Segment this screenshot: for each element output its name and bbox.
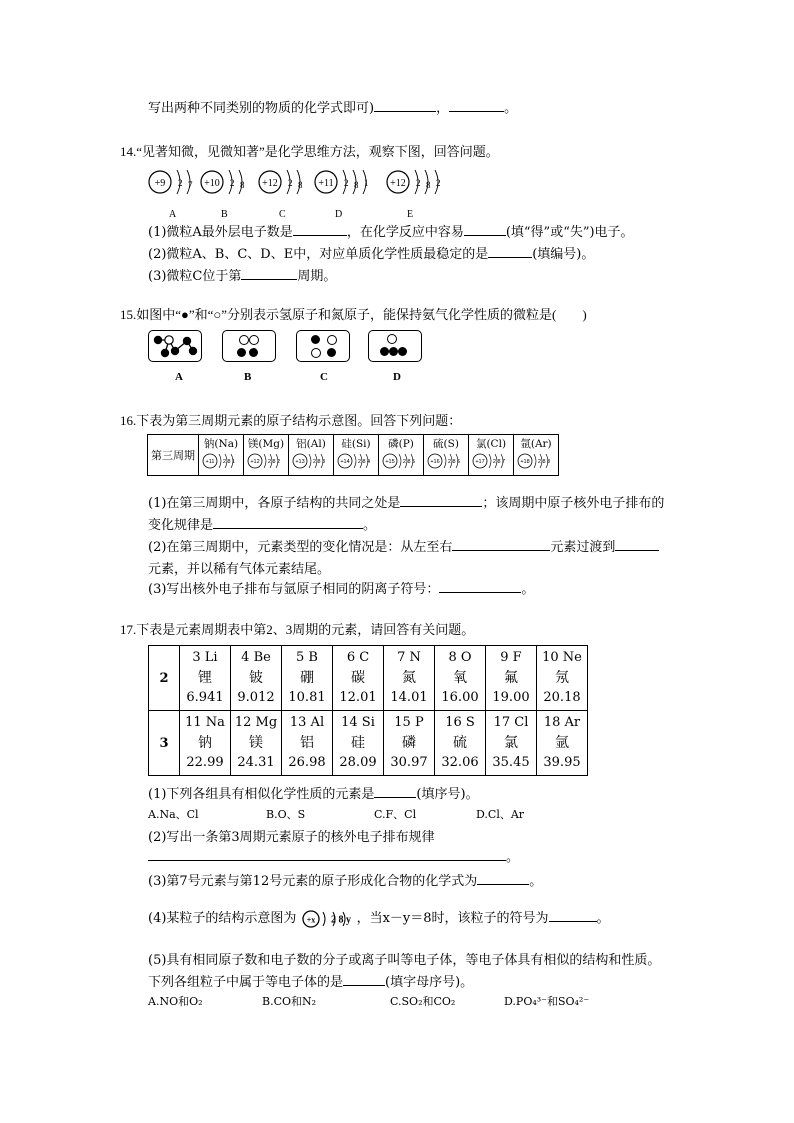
element-name: 氯 [504,735,518,751]
element-cell [435,646,486,711]
q17-stem: 17.下表是元素周期表中第2、3周期的元素，请回答有关问题。 [120,622,475,637]
atomic-mass: 35.45 [492,755,530,770]
q17-s5c: (填字母序号)。 [385,975,474,990]
element-number-symbol: 14 Si [341,715,375,730]
element-cell [333,646,384,711]
q16-sub1-cont [148,514,376,533]
element-cell [180,646,231,711]
atom-diagram [201,170,245,220]
shell-count: 2 [344,178,349,188]
period3-structure-table [147,434,559,476]
nitrogen-atom [311,348,321,358]
answer-blank[interactable] [477,872,529,885]
answer-blank[interactable] [439,580,521,593]
nucleus-charge: +10 [204,178,220,189]
shell-count: 8 [426,180,431,190]
shell-counts: 2 8 8 [537,459,551,465]
element-number-symbol: 5 B [296,650,318,665]
element-cell [486,711,537,776]
atom-structure-diagram [426,451,466,471]
element-cell [282,711,333,776]
q16-s1c: 变化规律是 [148,518,214,533]
element-name: 氮 [402,670,416,686]
shell-count: 8 [240,180,245,190]
row-header: 第三周期 [148,435,199,476]
nucleus-charge: +11 [318,178,334,189]
shell-counts: 2 8 1 [222,459,236,465]
q15-stem-text: 15.如图中“●”和“○”分别表示氢原子和氮原子，能保持氨气化学性质的微粒是( [120,307,557,322]
element-cell [537,711,588,776]
element-number-symbol: 17 Cl [493,715,529,730]
element-cell [514,435,559,476]
element-name: 硼 [300,670,314,686]
q16-stem: 16.下表为第三周期元素的原子结构示意图。回答下列问题： [120,413,462,428]
electron-shell [219,454,221,468]
q16-s3b: 。 [521,582,535,597]
period-row [149,711,588,776]
element-number-symbol: 6 C [346,650,370,665]
answer-blank[interactable] [549,909,597,922]
atomic-mass: 16.00 [441,690,479,705]
q14-sub3 [148,265,336,284]
electron-shell [309,454,311,468]
shell-count: 2 [288,178,293,188]
period-row [149,646,588,711]
element-number-symbol: 7 N [397,650,421,665]
atom-structure-diagram [336,451,376,471]
element-number-symbol: 4 Be [241,650,271,665]
q14-s2a: (2)微粒A、B、C、D、E中，对应单质化学性质最稳定的是 [148,247,489,262]
q17-sub5-cont [148,971,473,990]
answer-blank[interactable] [293,223,347,236]
atomic-mass: 12.01 [339,690,377,705]
atomic-mass: 20.18 [543,690,581,705]
shell-count: 2 [178,178,183,188]
element-cell [379,435,424,476]
element-cell [180,711,231,776]
atomic-mass: 39.95 [543,755,581,770]
atomic-mass: 22.99 [186,755,224,770]
shell-counts: 2 8 4 [357,459,371,465]
element-cell [231,646,282,711]
q17-s4a: (4)某粒子的结构示意图为 [148,911,297,926]
q14-s3a: (3)微粒C位于第 [148,269,242,284]
element-cell [282,646,333,711]
q17-s4c: 。 [596,911,610,926]
nucleus-charge: +x [306,915,315,924]
element-number-symbol: 16 S [445,715,475,730]
q16-s1a: (1)在第三周期中，各原子结构的共同之处是 [148,496,401,511]
q14-sub1 [148,221,634,240]
atom-diagram [315,170,369,220]
atomic-mass: 9.012 [237,690,275,705]
shell-count: 2 [416,178,421,188]
atom-structure-diagram [201,451,241,471]
element-name: 磷 [402,735,416,751]
shell-count: 2 [436,178,441,188]
element-cell [486,646,537,711]
answer-blank[interactable] [464,223,506,236]
q17-s3b: 。 [529,874,543,889]
q17-sub5: (5)具有相同原子数和电子数的分子或离子叫等电子体，等电子体具有相似的结构和性质。 [148,953,661,968]
element-name: 磷(P) [388,438,414,450]
option-label: C [320,371,328,383]
element-cell [384,646,435,711]
element-name: 氩(Ar) [520,438,552,450]
shell-counts: 2 8 3 [312,459,326,465]
atom-structure-diagram [246,451,286,471]
option-a[interactable]: A.Na、Cl [148,808,199,821]
atomic-mass: 28.09 [339,755,377,770]
answer-blank[interactable] [374,99,436,112]
hydrogen-atom [237,348,246,357]
element-cell [424,435,469,476]
answer-blank[interactable] [449,99,504,112]
hydrogen-atom [398,347,407,356]
q17-s1b: (填序号)。 [416,787,479,802]
atomic-mass: 26.98 [288,755,326,770]
electron-shell [534,454,536,468]
hydrogen-atom [389,347,398,356]
q17-sub1 [148,783,479,802]
element-number-symbol: 13 Al [289,715,325,730]
option-c[interactable]: C.F、Cl [374,808,417,821]
nucleus-charge: +16 [430,459,440,465]
element-name: 碳 [351,670,365,686]
line-top-text: 写出两种不同类别的物质的化学式即可) [148,101,375,116]
element-name: 氖 [555,670,569,686]
hydrogen-atom [249,348,258,357]
molecule-a-bonds [149,331,201,361]
molecule-box-a[interactable] [148,330,202,362]
shell-count: 1 [364,178,369,188]
answer-blank[interactable] [343,973,385,986]
molecule-box-c[interactable] [296,330,350,362]
atom-diagram [149,170,193,220]
separator: ， [436,101,450,116]
q17-sub2-answer [148,846,519,865]
q17-s5b: 下列各组粒子中属于等电子体的是 [148,975,344,990]
element-name: 铝(Al) [296,438,326,450]
atomic-mass: 30.97 [390,755,428,770]
electron-shell [264,454,266,468]
nucleus-charge: +17 [475,459,485,465]
element-cell [334,435,379,476]
answer-blank[interactable] [241,267,297,280]
nucleus-charge: +11 [205,459,215,465]
shell-counts: 2 8 6 [447,459,461,465]
q17-s3a: (3)第7号元素与第12号元素的原子形成化合物的化学式为 [148,874,478,889]
element-number-symbol: 12 Mg [234,715,278,730]
element-name: 镁 [249,735,263,751]
element-cell [231,711,282,776]
answer-blank[interactable] [213,516,363,529]
element-number-symbol: 18 Ar [543,715,581,730]
option-label: A [175,371,183,383]
hydrogen-atom [327,348,336,357]
molecule-box-b[interactable] [222,330,276,362]
q14-s3b: 周期。 [297,269,337,284]
nucleus-charge: +12 [390,178,406,189]
element-number-symbol: 15 P [394,715,424,730]
nitrogen-atom [327,335,337,345]
element-cell [384,711,435,776]
atom-diagram [259,170,303,220]
element-number-symbol: 8 O [448,650,472,665]
q16-s1d: 。 [363,518,377,533]
nucleus-charge: +13 [295,459,305,465]
answer-blank[interactable] [488,245,532,258]
electron-shell [354,454,356,468]
element-name: 钠 [198,735,212,751]
element-name: 硫(S) [433,438,459,450]
atomic-mass: 32.06 [441,755,479,770]
shell-counts: 2 8 7 [492,459,506,465]
atomic-mass: 19.00 [492,690,530,705]
q16-sub2-cont: 元素，并以稀有气体元素结尾。 [148,562,331,577]
shell-count: 7 [188,180,193,190]
option-d[interactable]: D.PO₄³⁻和SO₄²⁻ [504,995,590,1008]
atomic-mass: 6.941 [186,690,224,705]
q16-sub1 [148,492,664,511]
element-name: 硅(Si) [341,438,371,450]
element-cell [537,646,588,711]
atom-label: C [279,209,286,220]
element-name: 硅 [351,735,365,751]
element-cell [333,711,384,776]
q16-s3a: (3)写出核外电子排布与氩原子相同的阴离子符号： [148,582,440,597]
q16-sub2 [148,536,659,555]
element-name: 钠(Na) [203,438,239,450]
nucleus-charge: +12 [262,178,278,189]
option-label: B [244,371,252,383]
atomic-mass: 14.01 [390,690,428,705]
option-d[interactable]: D.Cl、Ar [476,808,525,821]
element-cell [244,435,289,476]
element-name: 铍 [249,670,263,686]
atomic-mass: 10.81 [288,690,326,705]
element-name: 锂 [198,670,212,686]
answer-blank[interactable] [452,538,550,551]
q14-s1a: (1)微粒A最外层电子数是 [148,225,293,240]
q17-sub4 [148,907,610,929]
element-number-symbol: 9 F [500,650,522,665]
element-name: 镁(Mg) [247,438,285,450]
element-cell [435,711,486,776]
shell-counts: 2 8 5 [402,459,416,465]
line-top [148,97,517,116]
answer-blank[interactable] [148,848,506,861]
atom-diagram [387,170,441,220]
nitrogen-atom [249,335,259,345]
nucleus-charge: +18 [520,459,530,465]
option-a[interactable]: A.NO和O₂ [148,995,203,1008]
q17-s4b: ，当x－y＝8时，该粒子的符号为 [356,911,549,926]
molecule-box-d[interactable] [368,330,422,362]
electron-shell [399,454,401,468]
element-number-symbol: 11 Na [185,715,225,730]
q17-sub3 [148,870,542,889]
option-c[interactable]: C.SO₂和CO₂ [390,995,456,1008]
element-number-symbol: 3 Li [192,650,218,665]
shell-count: 8 [298,180,303,190]
element-name: 氟 [504,670,518,686]
q14-stem: 14.“见著知微，见微知著”是化学思维方法，观察下图，回答问题。 [120,144,499,159]
q15-stem [120,304,587,323]
atom-label: D [335,209,343,220]
q17-sub2: (2)写出一条第3周期元素原子的核外电子排布规律 [148,830,435,845]
hydrogen-atom [380,347,389,356]
element-cell [199,435,244,476]
electron-shell [444,454,446,468]
element-number-symbol: 10 Ne [542,650,582,665]
shell-counts: 2 8 2 [267,459,281,465]
q15-close: ) [582,307,587,322]
shell-count: 8 [354,180,359,190]
q14-sub2 [148,243,594,262]
period-number: 3 [149,711,180,776]
q17-s1a: (1)下列各组具有相似化学性质的元素是 [148,787,375,802]
atom-label: A [169,209,177,220]
nitrogen-atom [387,334,397,344]
q17-s2end: 。 [506,850,520,865]
q14-atom-diagrams [140,160,460,220]
element-name: 硫 [453,735,467,751]
answer-blank[interactable] [615,538,659,551]
atomic-mass: 24.31 [237,755,275,770]
option-b[interactable]: B.CO和N₂ [262,995,317,1008]
answer-blank[interactable] [374,785,416,798]
q16-sub3 [148,578,534,597]
particle-structure-diagram [301,909,357,929]
shell-count: 2 [230,178,235,188]
periodic-table [148,645,588,776]
element-name: 铝 [300,735,314,751]
atom-label: B [221,209,228,220]
element-name: 氩 [555,735,569,751]
nucleus-charge: +9 [154,178,166,189]
q16-s1b: ；该周期中原子核外电子排布的 [482,496,665,511]
nucleus-charge: +15 [385,459,395,465]
atom-structure-diagram [516,451,556,471]
nucleus-charge: +14 [340,459,350,465]
nitrogen-atom [239,335,249,345]
nucleus-charge: +12 [250,459,260,465]
option-label: D [393,371,401,383]
answer-blank[interactable] [400,494,482,507]
atom-structure-diagram [471,451,511,471]
electron-shell [489,454,491,468]
element-cell [469,435,514,476]
option-b[interactable]: B.O、S [266,808,306,821]
atom-label: E [407,209,414,220]
q14-s1b: ，在化学反应中容易 [346,225,464,240]
element-name: 氯(Cl) [475,438,507,450]
q14-s2b: (填编号)。 [532,247,595,262]
period-mark: 。 [504,101,518,116]
hydrogen-atom [311,335,320,344]
element-name: 氧 [453,670,467,686]
q16-s2a: (2)在第三周期中，元素类型的变化情况是：从左至右 [148,540,453,555]
period-number: 2 [149,646,180,711]
q14-s1c: (填“得”或“失”)电子。 [505,225,634,240]
atom-structure-diagram [381,451,421,471]
q16-s2b: 元素过渡到 [550,540,616,555]
element-cell [289,435,334,476]
atom-structure-diagram [291,451,331,471]
shell-electrons: 2 8 y [330,914,351,925]
